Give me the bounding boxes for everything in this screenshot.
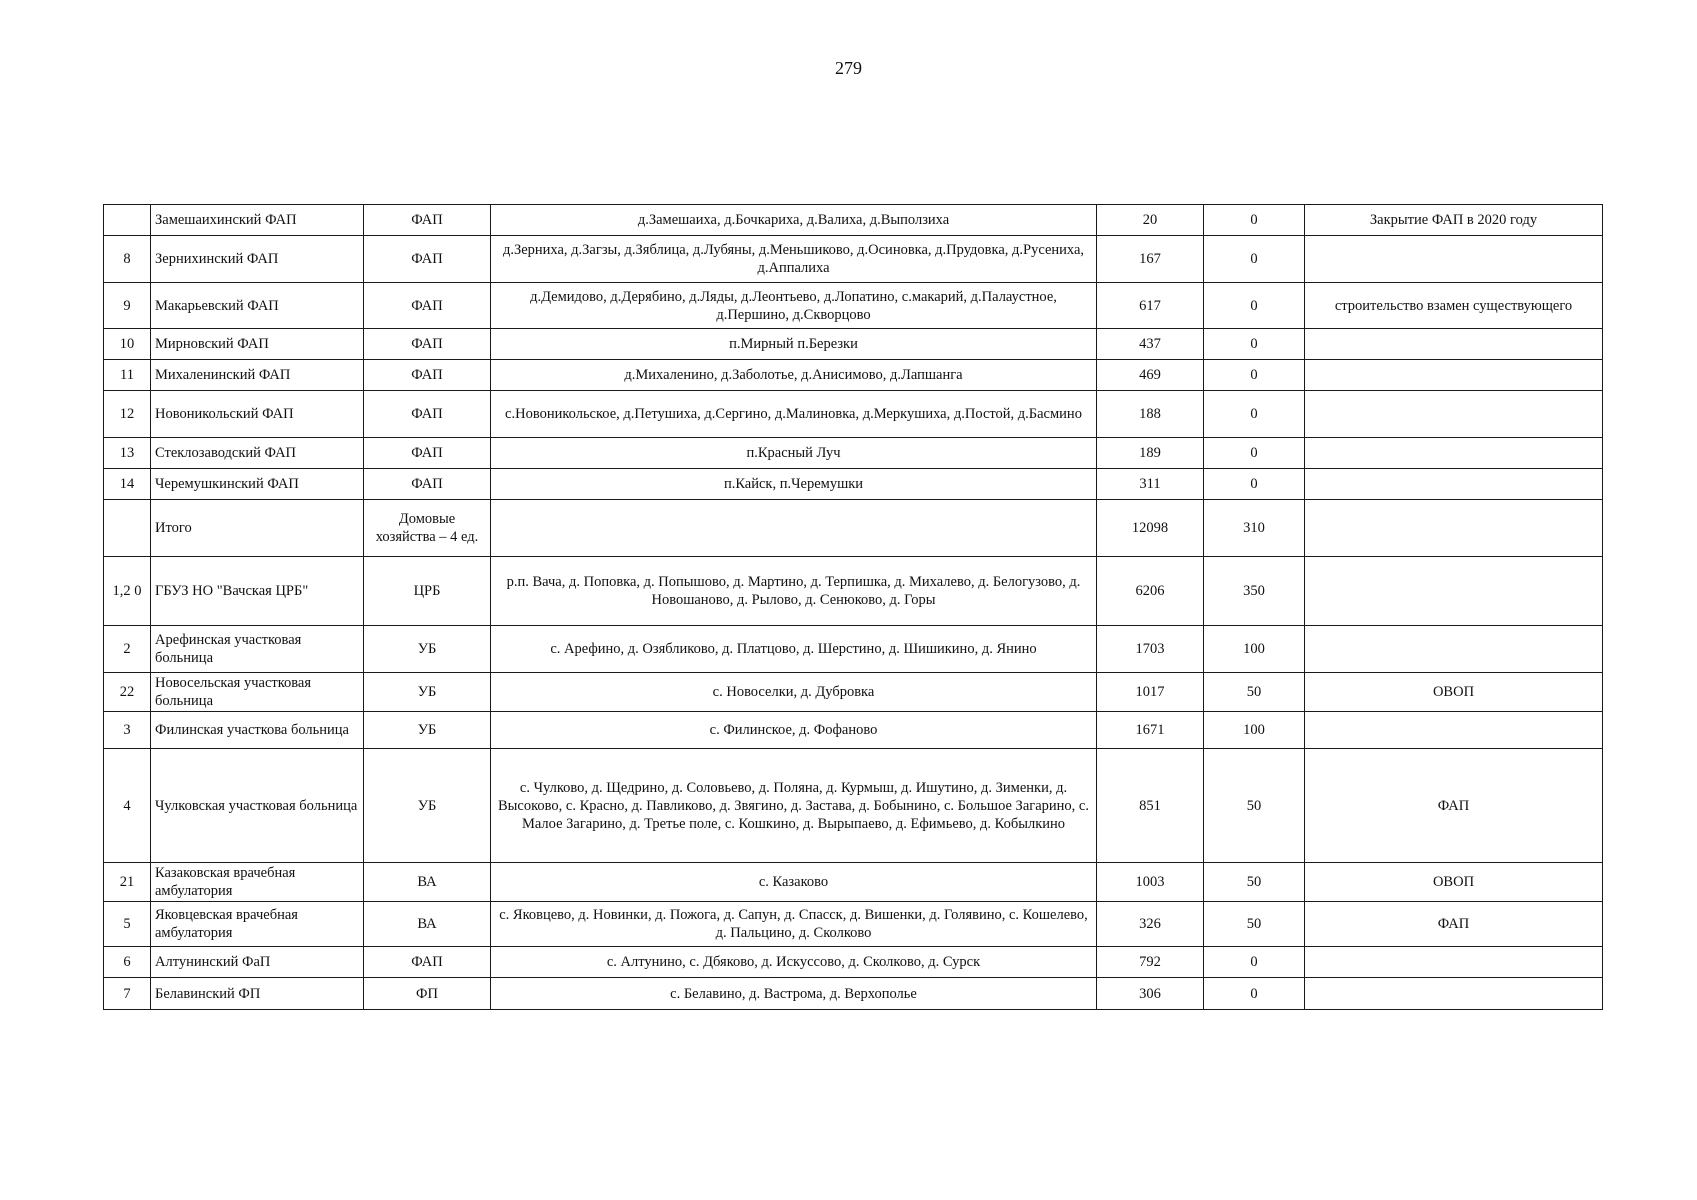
facility-name-cell: Казаковская врачебная амбулатория — [151, 863, 364, 902]
row-number-cell: 2 — [104, 626, 151, 673]
population-count-cell: 1671 — [1097, 712, 1204, 749]
table-row — [104, 469, 1603, 500]
note-cell — [1305, 947, 1603, 978]
note-cell: ОВОП — [1305, 863, 1603, 902]
note-cell — [1305, 360, 1603, 391]
table-row — [104, 205, 1603, 236]
beds-count-cell: 0 — [1204, 438, 1305, 469]
table-row — [104, 673, 1603, 712]
served-settlements-cell: д.Демидово, д.Дерябино, д.Ляды, д.Леонтьево, д.Лопатино, с.макарий, д.Палаустное, д.Першино, д.Скворцово — [491, 283, 1097, 329]
row-number-cell: 4 — [104, 749, 151, 863]
population-count-cell: 6206 — [1097, 557, 1204, 626]
table-row — [104, 749, 1603, 863]
row-number-cell — [104, 205, 151, 236]
population-count-cell: 1017 — [1097, 673, 1204, 712]
note-cell — [1305, 626, 1603, 673]
population-count-cell: 20 — [1097, 205, 1204, 236]
table-row — [104, 391, 1603, 438]
served-settlements-cell: с. Филинское, д. Фофаново — [491, 712, 1097, 749]
note-cell: ФАП — [1305, 749, 1603, 863]
row-number-cell — [104, 500, 151, 557]
facility-name-cell: Арефинская участковая больница — [151, 626, 364, 673]
facility-type-cell: ФАП — [364, 236, 491, 283]
facility-name-cell: Филинская участкова больница — [151, 712, 364, 749]
table-row — [104, 360, 1603, 391]
facility-type-cell: Домовые хозяйства – 4 ед. — [364, 500, 491, 557]
facilities-table — [103, 204, 1603, 1010]
facility-type-cell: ФАП — [364, 360, 491, 391]
beds-count-cell: 50 — [1204, 863, 1305, 902]
facility-name-cell: Белавинский ФП — [151, 978, 364, 1010]
table-row — [104, 283, 1603, 329]
row-number-cell: 9 — [104, 283, 151, 329]
facility-name-cell: Новосельская участковая больница — [151, 673, 364, 712]
population-count-cell: 326 — [1097, 902, 1204, 947]
facility-name-cell: Зернихинский ФАП — [151, 236, 364, 283]
row-number-cell: 10 — [104, 329, 151, 360]
beds-count-cell: 100 — [1204, 626, 1305, 673]
table-row — [104, 329, 1603, 360]
row-number-cell: 8 — [104, 236, 151, 283]
facility-type-cell: УБ — [364, 673, 491, 712]
population-count-cell: 851 — [1097, 749, 1204, 863]
beds-count-cell: 100 — [1204, 712, 1305, 749]
table-row — [104, 978, 1603, 1010]
note-cell — [1305, 469, 1603, 500]
population-count-cell: 306 — [1097, 978, 1204, 1010]
facility-type-cell: ЦРБ — [364, 557, 491, 626]
table-row — [104, 902, 1603, 947]
row-number-cell: 22 — [104, 673, 151, 712]
beds-count-cell: 0 — [1204, 978, 1305, 1010]
served-settlements-cell: с. Новоселки, д. Дубровка — [491, 673, 1097, 712]
row-number-cell: 1,2 0 — [104, 557, 151, 626]
facility-type-cell: ФАП — [364, 205, 491, 236]
beds-count-cell: 0 — [1204, 391, 1305, 438]
served-settlements-cell: с. Арефино, д. Озябликово, д. Платцово, д. Шерстино, д. Шишикино, д. Янино — [491, 626, 1097, 673]
note-cell — [1305, 391, 1603, 438]
row-number-cell: 3 — [104, 712, 151, 749]
facility-name-cell: Новоникольский ФАП — [151, 391, 364, 438]
served-settlements-cell: с. Белавино, д. Вастрома, д. Верхополье — [491, 978, 1097, 1010]
served-settlements-cell: с. Казаково — [491, 863, 1097, 902]
table-row — [104, 236, 1603, 283]
beds-count-cell: 350 — [1204, 557, 1305, 626]
table-row — [104, 626, 1603, 673]
beds-count-cell: 0 — [1204, 329, 1305, 360]
facility-type-cell: ФАП — [364, 469, 491, 500]
facility-type-cell: ФАП — [364, 947, 491, 978]
beds-count-cell: 0 — [1204, 205, 1305, 236]
population-count-cell: 617 — [1097, 283, 1204, 329]
population-count-cell: 1703 — [1097, 626, 1204, 673]
facility-type-cell: ВА — [364, 863, 491, 902]
served-settlements-cell: с. Алтунино, с. Дбяково, д. Искуссово, д. Сколково, д. Сурск — [491, 947, 1097, 978]
facility-name-cell: Яковцевская врачебная амбулатория — [151, 902, 364, 947]
table-row — [104, 557, 1603, 626]
facility-type-cell: ФП — [364, 978, 491, 1010]
note-cell — [1305, 557, 1603, 626]
note-cell: строительство взамен существующего — [1305, 283, 1603, 329]
facility-type-cell: ФАП — [364, 283, 491, 329]
note-cell: ОВОП — [1305, 673, 1603, 712]
population-count-cell: 188 — [1097, 391, 1204, 438]
facility-name-cell: Замешаихинский ФАП — [151, 205, 364, 236]
facility-name-cell: Итого — [151, 500, 364, 557]
beds-count-cell: 50 — [1204, 673, 1305, 712]
note-cell — [1305, 236, 1603, 283]
population-count-cell: 311 — [1097, 469, 1204, 500]
row-number-cell: 14 — [104, 469, 151, 500]
facility-type-cell: ФАП — [364, 438, 491, 469]
facility-type-cell: ФАП — [364, 329, 491, 360]
facility-name-cell: ГБУЗ НО "Вачская ЦРБ" — [151, 557, 364, 626]
facility-name-cell: Михаленинский ФАП — [151, 360, 364, 391]
row-number-cell: 21 — [104, 863, 151, 902]
population-count-cell: 437 — [1097, 329, 1204, 360]
note-cell — [1305, 329, 1603, 360]
facility-type-cell: УБ — [364, 749, 491, 863]
population-count-cell: 1003 — [1097, 863, 1204, 902]
facility-type-cell: ВА — [364, 902, 491, 947]
facility-name-cell: Стеклозаводский ФАП — [151, 438, 364, 469]
beds-count-cell: 0 — [1204, 283, 1305, 329]
beds-count-cell: 50 — [1204, 902, 1305, 947]
served-settlements-cell: п.Красный Луч — [491, 438, 1097, 469]
served-settlements-cell: с. Чулково, д. Щедрино, д. Соловьево, д. Поляна, д. Курмыш, д. Ишутино, д. Зименки, д. Высоково, с. Красно, д. Павликово, д. Звягино, д. Застава, д. Бобынино, с. Большое Загарино, с. Малое Загарино, д. Третье поле, с. Кошкино, д. Вырыпаево, д. Ефимьево, д. Кобылкино — [491, 749, 1097, 863]
row-number-cell: 5 — [104, 902, 151, 947]
table-row — [104, 500, 1603, 557]
served-settlements-cell — [491, 500, 1097, 557]
served-settlements-cell: д.Зерниха, д.Загзы, д.Зяблица, д.Лубяны, д.Меньшиково, д.Осиновка, д.Прудовка, д.Русениха, д.Аппалиха — [491, 236, 1097, 283]
table-row — [104, 712, 1603, 749]
served-settlements-cell: п.Мирный п.Березки — [491, 329, 1097, 360]
population-count-cell: 469 — [1097, 360, 1204, 391]
served-settlements-cell: с.Новоникольское, д.Петушиха, д.Сергино, д.Малиновка, д.Меркушиха, д.Постой, д.Басмино — [491, 391, 1097, 438]
facility-name-cell: Мирновский ФАП — [151, 329, 364, 360]
beds-count-cell: 0 — [1204, 236, 1305, 283]
row-number-cell: 13 — [104, 438, 151, 469]
page-number: 279 — [835, 58, 862, 78]
row-number-cell: 7 — [104, 978, 151, 1010]
population-count-cell: 12098 — [1097, 500, 1204, 557]
facility-name-cell: Чулковская участковая больница — [151, 749, 364, 863]
note-cell — [1305, 438, 1603, 469]
note-cell — [1305, 978, 1603, 1010]
table-row — [104, 947, 1603, 978]
note-cell — [1305, 500, 1603, 557]
facility-type-cell: УБ — [364, 626, 491, 673]
facility-name-cell: Алтунинский ФаП — [151, 947, 364, 978]
facility-name-cell: Черемушкинский ФАП — [151, 469, 364, 500]
served-settlements-cell: р.п. Вача, д. Поповка, д. Попышово, д. Мартино, д. Терпишка, д. Михалево, д. Белогузово, д. Новошаново, д. Рылово, д. Сенюково, д. Горы — [491, 557, 1097, 626]
note-cell: ФАП — [1305, 902, 1603, 947]
population-count-cell: 792 — [1097, 947, 1204, 978]
served-settlements-cell: д.Михаленино, д.Заболотье, д.Анисимово, д.Лапшанга — [491, 360, 1097, 391]
row-number-cell: 6 — [104, 947, 151, 978]
beds-count-cell: 0 — [1204, 360, 1305, 391]
beds-count-cell: 0 — [1204, 947, 1305, 978]
beds-count-cell: 310 — [1204, 500, 1305, 557]
table-row — [104, 863, 1603, 902]
population-count-cell: 167 — [1097, 236, 1204, 283]
table-row — [104, 438, 1603, 469]
population-count-cell: 189 — [1097, 438, 1204, 469]
row-number-cell: 11 — [104, 360, 151, 391]
beds-count-cell: 0 — [1204, 469, 1305, 500]
served-settlements-cell: с. Яковцево, д. Новинки, д. Пожога, д. Сапун, д. Спасск, д. Вишенки, д. Голявино, с. Кошелево, д. Пальцино, д. Сколково — [491, 902, 1097, 947]
facility-name-cell: Макарьевский ФАП — [151, 283, 364, 329]
note-cell — [1305, 712, 1603, 749]
facilities-table-body — [104, 205, 1603, 1010]
served-settlements-cell: д.Замешаиха, д.Бочкариха, д.Валиха, д.Выползиха — [491, 205, 1097, 236]
note-cell: Закрытие ФАП в 2020 году — [1305, 205, 1603, 236]
facility-type-cell: УБ — [364, 712, 491, 749]
served-settlements-cell: п.Кайск, п.Черемушки — [491, 469, 1097, 500]
beds-count-cell: 50 — [1204, 749, 1305, 863]
facility-type-cell: ФАП — [364, 391, 491, 438]
row-number-cell: 12 — [104, 391, 151, 438]
